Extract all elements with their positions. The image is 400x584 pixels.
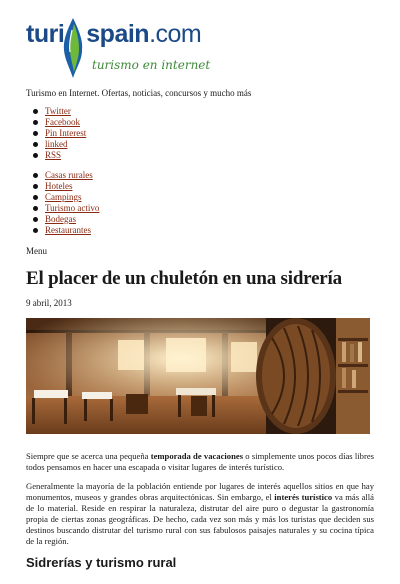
article-photo: [26, 318, 370, 434]
list-item: [45, 139, 374, 150]
drop-logo-icon: [60, 16, 86, 80]
list-item: [45, 150, 374, 161]
list-item: [45, 181, 374, 192]
facebook-link[interactable]: Facebook: [45, 117, 80, 127]
category-link-hoteles[interactable]: Hoteles: [45, 181, 73, 191]
list-item: [45, 128, 374, 139]
article-paragraph-1: [26, 451, 374, 473]
p1-text-c: o simplemente unos pocos días libres todos pensamos en hacer una escapada o visitar lugares de interés turístico.: [26, 451, 374, 472]
p1-bold: temporada de vacaciones: [150, 451, 244, 461]
p2-text-a: Generalmente la mayoría de la población entiende por lugares de interés aquellos sitios en que hay monumentos, museos y grandes obras arquitectónicas. Sin embargo, el: [26, 481, 374, 502]
logo-slogan: turismo en internet: [92, 58, 211, 72]
menu-toggle[interactable]: Menu: [26, 246, 47, 256]
list-item: [45, 225, 374, 236]
category-link-campings[interactable]: Campings: [45, 192, 82, 202]
social-links-list: [26, 106, 374, 161]
page: [0, 18, 400, 584]
twitter-link[interactable]: Twitter: [45, 106, 71, 116]
pinterest-link[interactable]: Pin Interest: [45, 128, 87, 138]
list-item: [45, 192, 374, 203]
article-subheading: Sidrerías y turismo rural: [26, 555, 177, 570]
site-tagline: Turismo en Internet. Ofertas, noticias, concursos y mucho más: [26, 88, 252, 98]
p1-text-a: Siempre que se acerca una pequeña: [26, 451, 151, 461]
category-link-turismo-activo[interactable]: Turismo activo: [45, 203, 100, 213]
article-paragraph-2: [26, 481, 374, 547]
site-logo[interactable]: [26, 18, 374, 88]
category-links-list: [26, 170, 374, 236]
list-item: [45, 214, 374, 225]
logo-wordmark: [26, 20, 201, 49]
article-date: 9 abril, 2013: [26, 298, 72, 308]
list-item: [45, 170, 374, 181]
rss-link[interactable]: RSS: [45, 150, 62, 160]
list-item: [45, 203, 374, 214]
category-link-bodegas[interactable]: Bodegas: [45, 214, 76, 224]
logo-spain: spain: [86, 20, 150, 48]
list-item: [45, 117, 374, 128]
logo-com: .com: [149, 20, 202, 48]
article-title: El placer de un chuletón en una sidrería: [26, 268, 342, 289]
category-link-casas-rurales[interactable]: Casas rurales: [45, 170, 93, 180]
logo-turi: turi: [26, 20, 65, 48]
list-item: [45, 106, 374, 117]
category-link-restaurantes[interactable]: Restaurantes: [45, 225, 91, 235]
linkedin-link[interactable]: linked: [45, 139, 68, 149]
p2-bold: interés turístico: [274, 492, 333, 502]
p2-text-c: va más allá de lo material. Reside en respirar la naturaleza, distrutar del aire puro o degustar la gastronomía propia de ciertas zonas geográficas. De hecho, cada vez son más y más los turistas que deciden sus destinos buscando distrutar del turismo rural con sus fabulosos paisajes naturales y su cocina típica de la región.: [26, 492, 374, 546]
